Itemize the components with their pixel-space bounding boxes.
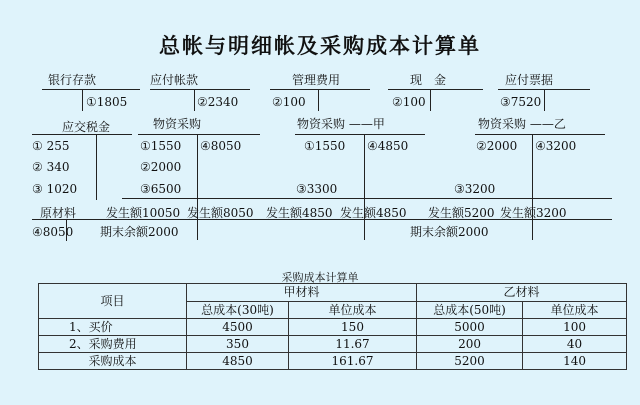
mat-a-debit-1: ①1550 — [304, 139, 346, 153]
cost-table — [38, 283, 627, 370]
header-mat-a: 甲材料 — [187, 284, 417, 302]
mat-b-debit-2: ③3200 — [454, 182, 496, 196]
cell-a-unit: 161.67 — [289, 353, 417, 370]
account-name-notes: 应付票据 — [505, 73, 554, 87]
materials-dr-total: 发生额10050 — [106, 206, 181, 220]
cell-a-total: 4500 — [187, 319, 289, 336]
cell-a-total: 4850 — [187, 353, 289, 370]
header-b-unit: 单位成本 — [523, 302, 627, 319]
row-item: 采购成本 — [39, 353, 187, 370]
mat-a-cr-total: 发生额4850 — [340, 206, 407, 220]
mat-a-dr-total: 发生额4850 — [266, 206, 333, 220]
t-account-stem — [364, 134, 365, 240]
tax-debit-1: ① 255 — [32, 139, 70, 153]
cell-a-unit: 11.67 — [289, 336, 417, 353]
mat-a-credit: ④4850 — [367, 139, 409, 153]
cost-sheet-title: 采购成本计算单 — [281, 271, 359, 284]
mat-b-cr-total: 发生额3200 — [500, 206, 567, 220]
materials-debit-2: ②2000 — [140, 160, 182, 174]
t-account-stem — [532, 134, 533, 240]
raw-debit: ④8050 — [32, 225, 74, 239]
row-item: 1、买价 — [39, 319, 187, 336]
header-a-total: 总成本(30吨) — [187, 302, 289, 319]
bank-credit: ①1805 — [86, 95, 128, 109]
t-account-stem — [318, 89, 319, 111]
mat-b-balance: 期末余额2000 — [410, 225, 489, 239]
t-account-stem — [197, 134, 198, 240]
materials-debit-1: ①1550 — [140, 139, 182, 153]
account-name-tax: 应交税金 — [62, 120, 111, 134]
header-a-unit: 单位成本 — [289, 302, 417, 319]
balance-rule — [32, 219, 612, 220]
notes-credit: ③7520 — [500, 95, 542, 109]
cell-b-unit: 100 — [523, 319, 627, 336]
header-mat-b: 乙材料 — [417, 284, 627, 302]
cell-b-total: 200 — [417, 336, 523, 353]
materials-balance: 期末余额2000 — [100, 225, 179, 239]
t-account-bar — [42, 89, 140, 90]
account-name-mgmt: 管理费用 — [292, 73, 341, 87]
account-name-raw: 原材料 — [40, 206, 77, 220]
t-account-stem — [82, 89, 83, 111]
t-account-stem — [194, 89, 195, 111]
t-account-bar — [150, 89, 250, 90]
t-account-stem — [96, 134, 97, 200]
cell-b-unit: 140 — [523, 353, 627, 370]
materials-cr-total: 发生额8050 — [187, 206, 254, 220]
t-account-bar — [32, 134, 132, 135]
t-account-bar — [388, 89, 483, 90]
header-b-total: 总成本(50吨) — [417, 302, 523, 319]
t-account-bar — [475, 134, 605, 135]
materials-credit: ④8050 — [200, 139, 242, 153]
mat-b-dr-total: 发生额5200 — [428, 206, 495, 220]
header-item: 项目 — [39, 284, 187, 319]
t-account-bar — [270, 89, 370, 90]
mat-b-debit-1: ②2000 — [476, 139, 518, 153]
tax-debit-2: ② 340 — [32, 160, 70, 174]
cell-a-unit: 150 — [289, 319, 417, 336]
mgmt-debit: ②100 — [272, 95, 306, 109]
t-account-stem — [430, 89, 431, 111]
account-name-mat-b: 物资采购 ——乙 — [478, 117, 566, 131]
account-name-bank: 银行存款 — [48, 73, 97, 87]
page-title: 总帐与明细帐及采购成本计算单 — [159, 34, 481, 58]
table-row — [39, 336, 627, 353]
account-name-mat-a: 物资采购 ——甲 — [297, 117, 385, 131]
cell-a-total: 350 — [187, 336, 289, 353]
totals-rule — [122, 198, 612, 199]
mat-b-credit: ④3200 — [535, 139, 577, 153]
payable-credit: ②2340 — [197, 95, 239, 109]
t-account-bar — [295, 134, 425, 135]
account-name-cash: 现 金 — [410, 73, 447, 87]
cell-b-total: 5200 — [417, 353, 523, 370]
account-name-materials: 物资采购 — [153, 117, 202, 131]
t-account-stem — [544, 89, 545, 111]
t-account-bar — [138, 134, 260, 135]
cell-b-unit: 40 — [523, 336, 627, 353]
row-item: 2、采购费用 — [39, 336, 187, 353]
table-row — [39, 319, 627, 336]
mat-a-debit-2: ③3300 — [296, 182, 338, 196]
account-name-payable: 应付帐款 — [150, 73, 199, 87]
tax-debit-3: ③ 1020 — [32, 182, 78, 196]
cash-credit: ②100 — [392, 95, 426, 109]
materials-debit-3: ③6500 — [140, 182, 182, 196]
table-row — [39, 353, 627, 370]
cell-b-total: 5000 — [417, 319, 523, 336]
